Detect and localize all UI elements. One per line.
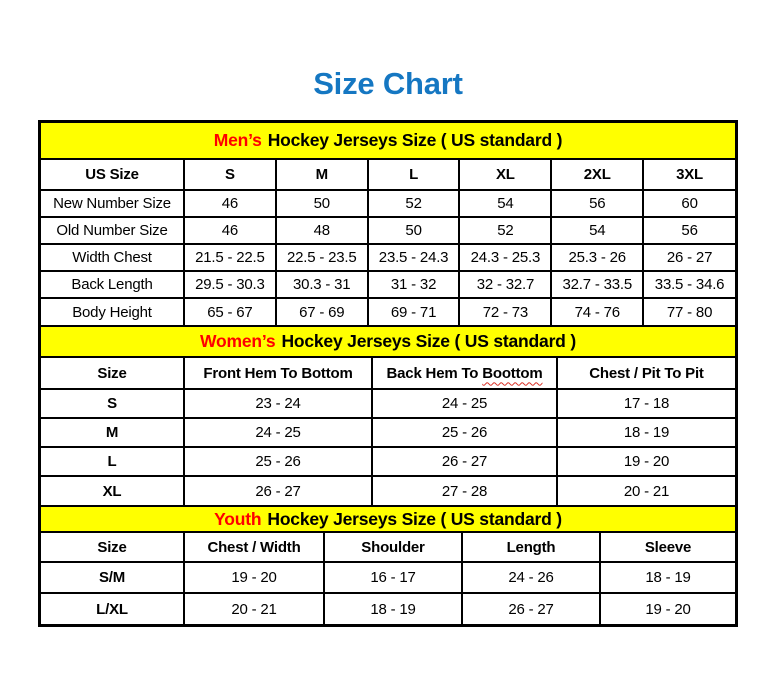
table-cell: 18 - 19 [557, 418, 735, 447]
youth-size-table [41, 533, 735, 624]
table-row [41, 244, 735, 271]
table-cell: 32 - 32.7 [459, 271, 551, 298]
row-label: L/XL [41, 593, 184, 624]
table-cell: 29.5 - 30.3 [184, 271, 276, 298]
womens-col-header: Chest / Pit To Pit [557, 358, 735, 389]
table-row [41, 447, 735, 476]
mens-col-header: L [368, 160, 460, 190]
back-hem-misspelled-word: Boottom [482, 364, 543, 382]
table-cell: 33.5 - 34.6 [643, 271, 735, 298]
table-row [41, 562, 735, 593]
table-cell: 56 [551, 190, 643, 217]
womens-size-table [41, 358, 735, 505]
table-row [41, 298, 735, 325]
table-cell: 17 - 18 [557, 389, 735, 418]
table-cell: 27 - 28 [372, 476, 557, 505]
table-cell: 67 - 69 [276, 298, 368, 325]
table-row [41, 389, 735, 418]
table-cell: 25.3 - 26 [551, 244, 643, 271]
table-cell: 26 - 27 [184, 476, 372, 505]
table-cell: 50 [368, 217, 460, 244]
table-row [41, 593, 735, 624]
table-cell: 54 [551, 217, 643, 244]
youth-col-header: Size [41, 533, 184, 562]
table-row [41, 217, 735, 244]
table-cell: 69 - 71 [368, 298, 460, 325]
mens-section-header-highlight: Men’s [213, 130, 262, 150]
table-cell: 48 [276, 217, 368, 244]
table-cell: 16 - 17 [324, 562, 462, 593]
mens-size-table [41, 160, 735, 325]
table-cell: 52 [459, 217, 551, 244]
table-cell: 21.5 - 22.5 [184, 244, 276, 271]
youth-col-header: Sleeve [600, 533, 735, 562]
table-cell: 50 [276, 190, 368, 217]
table-cell: 26 - 27 [372, 447, 557, 476]
table-cell: 26 - 27 [643, 244, 735, 271]
table-cell: 25 - 26 [184, 447, 372, 476]
mens-header-row [41, 160, 735, 190]
table-cell: 19 - 20 [184, 562, 324, 593]
row-label: M [41, 418, 184, 447]
table-cell: 25 - 26 [372, 418, 557, 447]
table-cell: 52 [368, 190, 460, 217]
table-row [41, 271, 735, 298]
row-label: Width Chest [41, 244, 184, 271]
womens-section-header [41, 325, 735, 358]
table-cell: 32.7 - 33.5 [551, 271, 643, 298]
table-cell: 22.5 - 23.5 [276, 244, 368, 271]
back-hem-label-prefix: Back Hem To [386, 364, 483, 382]
table-cell: 26 - 27 [462, 593, 600, 624]
row-label: XL [41, 476, 184, 505]
table-cell: 20 - 21 [557, 476, 735, 505]
womens-header-row [41, 358, 735, 389]
row-label: Body Height [41, 298, 184, 325]
youth-section-header [41, 505, 735, 533]
table-cell: 77 - 80 [643, 298, 735, 325]
womens-col-header: Front Hem To Bottom [184, 358, 372, 389]
mens-col-header: 2XL [551, 160, 643, 190]
mens-col-header: US Size [41, 160, 184, 190]
youth-col-header: Chest / Width [184, 533, 324, 562]
size-chart-table [38, 120, 738, 627]
mens-section-header [41, 123, 735, 160]
row-label: Old Number Size [41, 217, 184, 244]
table-cell: 54 [459, 190, 551, 217]
table-cell: 18 - 19 [324, 593, 462, 624]
youth-section-header-highlight: Youth [214, 508, 262, 529]
table-cell: 65 - 67 [184, 298, 276, 325]
table-cell: 19 - 20 [557, 447, 735, 476]
table-row [41, 190, 735, 217]
mens-col-header: XL [459, 160, 551, 190]
table-cell: 60 [643, 190, 735, 217]
table-cell: 46 [184, 217, 276, 244]
mens-section-header-text: Hockey Jerseys Size ( US standard ) [267, 130, 563, 150]
table-row [41, 476, 735, 505]
table-cell: 74 - 76 [551, 298, 643, 325]
youth-col-header: Length [462, 533, 600, 562]
table-cell: 31 - 32 [368, 271, 460, 298]
womens-col-header-back-hem [372, 358, 557, 389]
table-cell: 72 - 73 [459, 298, 551, 325]
table-cell: 24.3 - 25.3 [459, 244, 551, 271]
table-cell: 23.5 - 24.3 [368, 244, 460, 271]
womens-section-header-highlight: Women’s [200, 331, 276, 351]
table-cell: 30.3 - 31 [276, 271, 368, 298]
table-cell: 46 [184, 190, 276, 217]
mens-col-header: S [184, 160, 276, 190]
table-cell: 20 - 21 [184, 593, 324, 624]
row-label: S/M [41, 562, 184, 593]
table-cell: 23 - 24 [184, 389, 372, 418]
page-title: Size Chart [313, 66, 463, 101]
mens-col-header: M [276, 160, 368, 190]
table-cell: 18 - 19 [600, 562, 735, 593]
table-cell: 24 - 25 [372, 389, 557, 418]
womens-col-header: Size [41, 358, 184, 389]
youth-col-header: Shoulder [324, 533, 462, 562]
row-label: Back Length [41, 271, 184, 298]
mens-col-header: 3XL [643, 160, 735, 190]
youth-header-row [41, 533, 735, 562]
row-label: New Number Size [41, 190, 184, 217]
table-row [41, 418, 735, 447]
table-cell: 56 [643, 217, 735, 244]
youth-section-header-text: Hockey Jerseys Size ( US standard ) [267, 508, 562, 529]
table-cell: 24 - 25 [184, 418, 372, 447]
row-label: S [41, 389, 184, 418]
row-label: L [41, 447, 184, 476]
table-cell: 19 - 20 [600, 593, 735, 624]
womens-section-header-text: Hockey Jerseys Size ( US standard ) [281, 331, 576, 351]
table-cell: 24 - 26 [462, 562, 600, 593]
